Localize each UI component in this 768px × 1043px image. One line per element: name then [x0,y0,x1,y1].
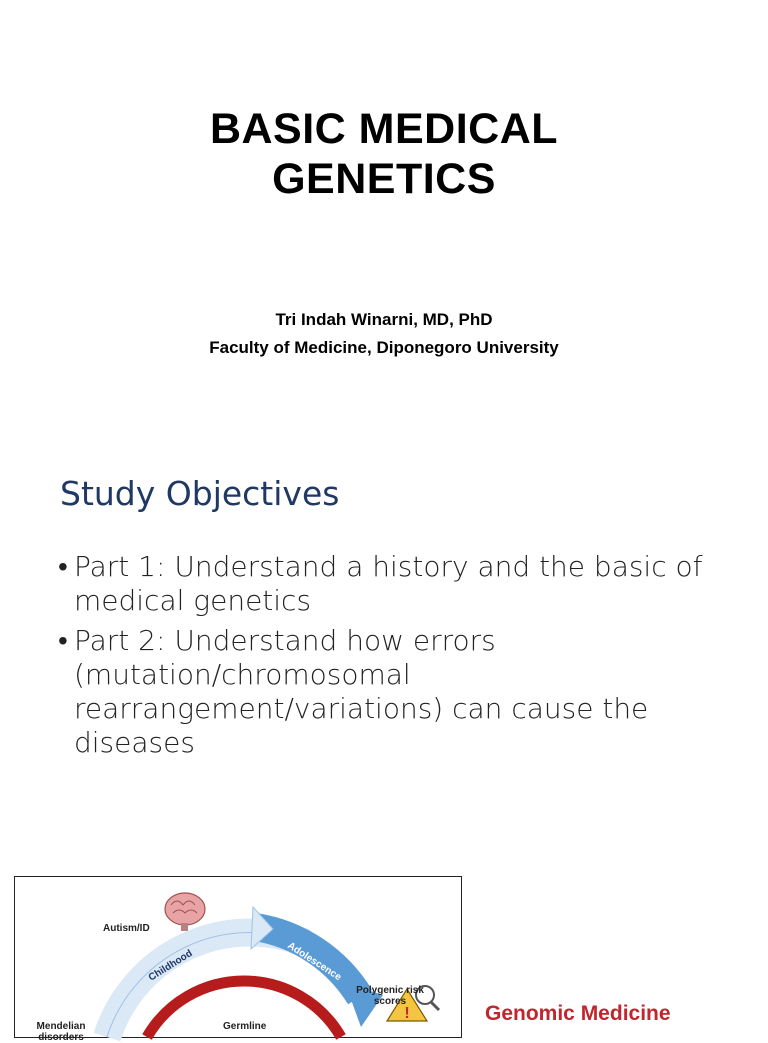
title-slide [0,0,768,424]
author-block [0,306,768,362]
lifecycle-diagram [15,877,461,1037]
mendelian-line-2: disorders [38,1032,84,1043]
adolescence-label: Adolescence [285,940,344,984]
author-name: Tri Indah Winarni, MD, PhD [275,310,493,329]
svg-text:!: ! [404,1005,410,1022]
mendelian-label [31,1021,91,1043]
childhood-label: Childhood [146,948,195,984]
title-line-2: GENETICS [272,155,496,203]
objectives-list [58,550,718,766]
lifecycle-figure [14,876,462,1043]
brain-icon [165,893,205,931]
objective-item-2: • Part 2: Understand how errors (mutation/chromosomal rearrangement/variations) can cause the diseases [58,624,718,760]
germline-label: Germline [223,1021,267,1032]
mendelian-line-1: Mendelian [36,1021,86,1032]
objective-item-1: • Part 1: Understand a history and the basic of medical genetics [58,550,718,618]
autism-label: Autism/ID [103,923,150,934]
genomic-medicine-label: Genomic Medicine [485,1002,671,1025]
polygenic-line-2: scores [373,996,407,1007]
polygenic-label [347,985,433,1007]
slide-title [0,104,768,204]
author-affiliation: Faculty of Medicine, Diponegoro University [209,338,559,357]
polygenic-line-1: Polygenic risk [356,985,424,996]
title-line-1: BASIC MEDICAL [209,105,559,153]
genomic-medicine-slide [0,850,768,1043]
objectives-heading: Study Objectives [60,474,340,513]
objectives-slide [0,436,768,836]
